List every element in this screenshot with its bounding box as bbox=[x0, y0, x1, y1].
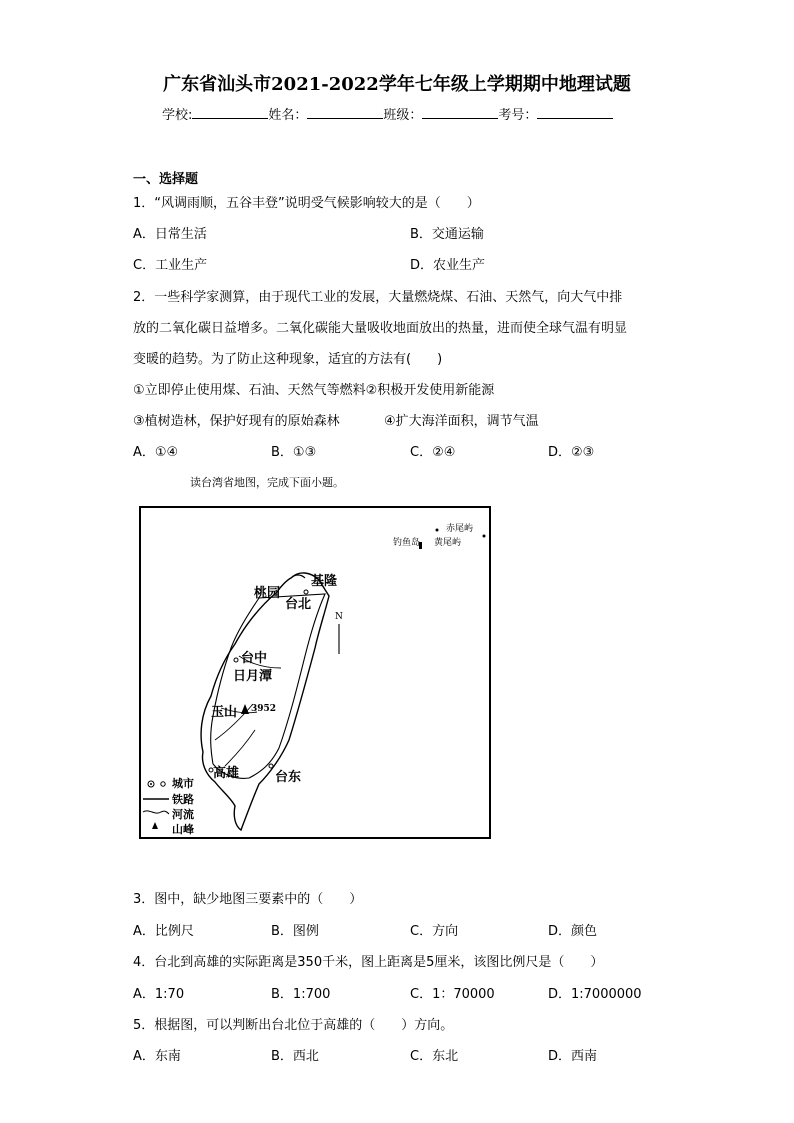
q5-option-a[interactable]: A．东南 bbox=[133, 1049, 181, 1064]
city-label-sunmoon-lake: 日月潭 bbox=[233, 669, 273, 684]
legend-city-label: 城市 bbox=[172, 777, 194, 790]
number-blank[interactable] bbox=[537, 106, 613, 119]
river-4 bbox=[225, 730, 255, 766]
legend-capital-dot bbox=[150, 783, 152, 785]
q3-option-d[interactable]: D．颜色 bbox=[548, 924, 598, 939]
yushan-peak-marker bbox=[241, 704, 249, 714]
q1-option-c[interactable]: C．工业生产 bbox=[133, 258, 208, 273]
q5-option-b[interactable]: B．西北 bbox=[271, 1049, 319, 1064]
city-label-yushan: 玉山 bbox=[211, 705, 238, 720]
q3-option-c[interactable]: C．方向 bbox=[410, 924, 459, 939]
q4-stem: 4．台北到高雄的实际距离是350千米，图上距离是5厘米，该图比例尺是（ ） bbox=[133, 955, 604, 970]
q5-option-d[interactable]: D．西南 bbox=[548, 1049, 598, 1064]
island-label-chiwei: 赤尾屿 bbox=[446, 524, 474, 534]
section-title: 一、选择题 bbox=[133, 172, 199, 187]
chiwei-island bbox=[483, 535, 486, 538]
q3-option-a[interactable]: A．比例尺 bbox=[133, 924, 194, 939]
island-label-huangwei: 黄尾屿 bbox=[434, 538, 462, 548]
q4-option-b[interactable]: B．1:700 bbox=[271, 987, 331, 1002]
q2-option-a[interactable]: A．①④ bbox=[133, 445, 179, 460]
city-label-taipei: 台北 bbox=[285, 597, 312, 612]
q5-option-c[interactable]: C．东北 bbox=[410, 1049, 459, 1064]
legend-peak-label: 山峰 bbox=[172, 823, 194, 836]
q4-option-a[interactable]: A．1:70 bbox=[133, 987, 185, 1002]
student-info-row bbox=[162, 104, 613, 123]
city-label-taichung: 台中 bbox=[241, 651, 268, 666]
peak-elevation: 3952 bbox=[251, 704, 277, 714]
legend-peak-symbol bbox=[152, 822, 158, 829]
q2-line-2: 放的二氧化碳日益增多。二氧化碳能大量吸收地面放出的热量，进而使全球气温有明显 bbox=[133, 321, 628, 336]
island-label-diaoyu: 钓鱼岛 bbox=[393, 538, 421, 548]
map-caption: 读台湾省地图，完成下面小题。 bbox=[190, 476, 344, 489]
q1-option-a[interactable]: A．日常生活 bbox=[133, 227, 207, 242]
legend-city-symbol bbox=[161, 782, 165, 786]
huangwei-island bbox=[436, 529, 439, 532]
q2-option-d[interactable]: D．②③ bbox=[548, 445, 595, 460]
q2-line-5a: ③植树造林，保护好现有的原始森林 bbox=[133, 414, 340, 429]
q4-option-c[interactable]: C．1：70000 bbox=[410, 987, 495, 1002]
q1-stem: 1．“风调雨顺，五谷丰登”说明受气候影响较大的是（ ） bbox=[133, 196, 480, 211]
city-label-taitung: 台东 bbox=[275, 770, 302, 785]
city-label-keelung: 基隆 bbox=[311, 574, 338, 589]
q1-option-b[interactable]: B．交通运输 bbox=[410, 227, 484, 242]
q1-option-d[interactable]: D．农业生产 bbox=[410, 258, 486, 273]
legend-railway-label: 铁路 bbox=[172, 793, 194, 806]
q2-option-c[interactable]: C．②④ bbox=[410, 445, 456, 460]
q3-stem: 3．图中，缺少地图三要素中的（ ） bbox=[133, 892, 363, 907]
number-label: 考号： bbox=[498, 108, 538, 123]
q2-line-5b: ④扩大海洋面积，调节气温 bbox=[384, 414, 539, 429]
taiwan-map bbox=[139, 506, 491, 839]
q2-option-b[interactable]: B．①③ bbox=[271, 445, 317, 460]
q2-line-1: 2．一些科学家测算，由于现代工业的发展，大量燃烧煤、石油、天然气，向大气中排 bbox=[133, 290, 623, 305]
page-title: 广东省汕头市2021-2022学年七年级上学期期中地理试题 bbox=[163, 74, 631, 95]
taitung-city-marker bbox=[269, 764, 273, 768]
school-label: 学校: bbox=[162, 108, 193, 123]
class-blank[interactable] bbox=[422, 106, 498, 119]
name-blank[interactable] bbox=[307, 106, 383, 119]
q5-stem: 5．根据图，可以判断出台北位于高雄的（ ）方向。 bbox=[133, 1018, 454, 1033]
class-label: 班级： bbox=[383, 108, 423, 123]
q3-option-b[interactable]: B．图例 bbox=[271, 924, 319, 939]
name-label: 姓名： bbox=[268, 108, 308, 123]
city-label-kaohsiung: 高雄 bbox=[213, 766, 240, 781]
q4-option-d[interactable]: D．1:7000000 bbox=[548, 987, 642, 1002]
north-arrow-label: N bbox=[335, 612, 343, 622]
railway-line bbox=[213, 594, 325, 778]
city-label-taoyuan: 桃园 bbox=[254, 586, 281, 601]
legend-river-label: 河流 bbox=[172, 808, 194, 821]
taichung-city-marker bbox=[234, 658, 238, 662]
legend-river-symbol bbox=[143, 811, 169, 814]
q2-line-3: 变暖的趋势。为了防止这种现象，适宜的方法有( ) bbox=[133, 352, 443, 367]
school-blank[interactable] bbox=[192, 106, 268, 119]
q2-line-4: ①立即停止使用煤、石油、天然气等燃料②积极开发使用新能源 bbox=[133, 383, 495, 398]
